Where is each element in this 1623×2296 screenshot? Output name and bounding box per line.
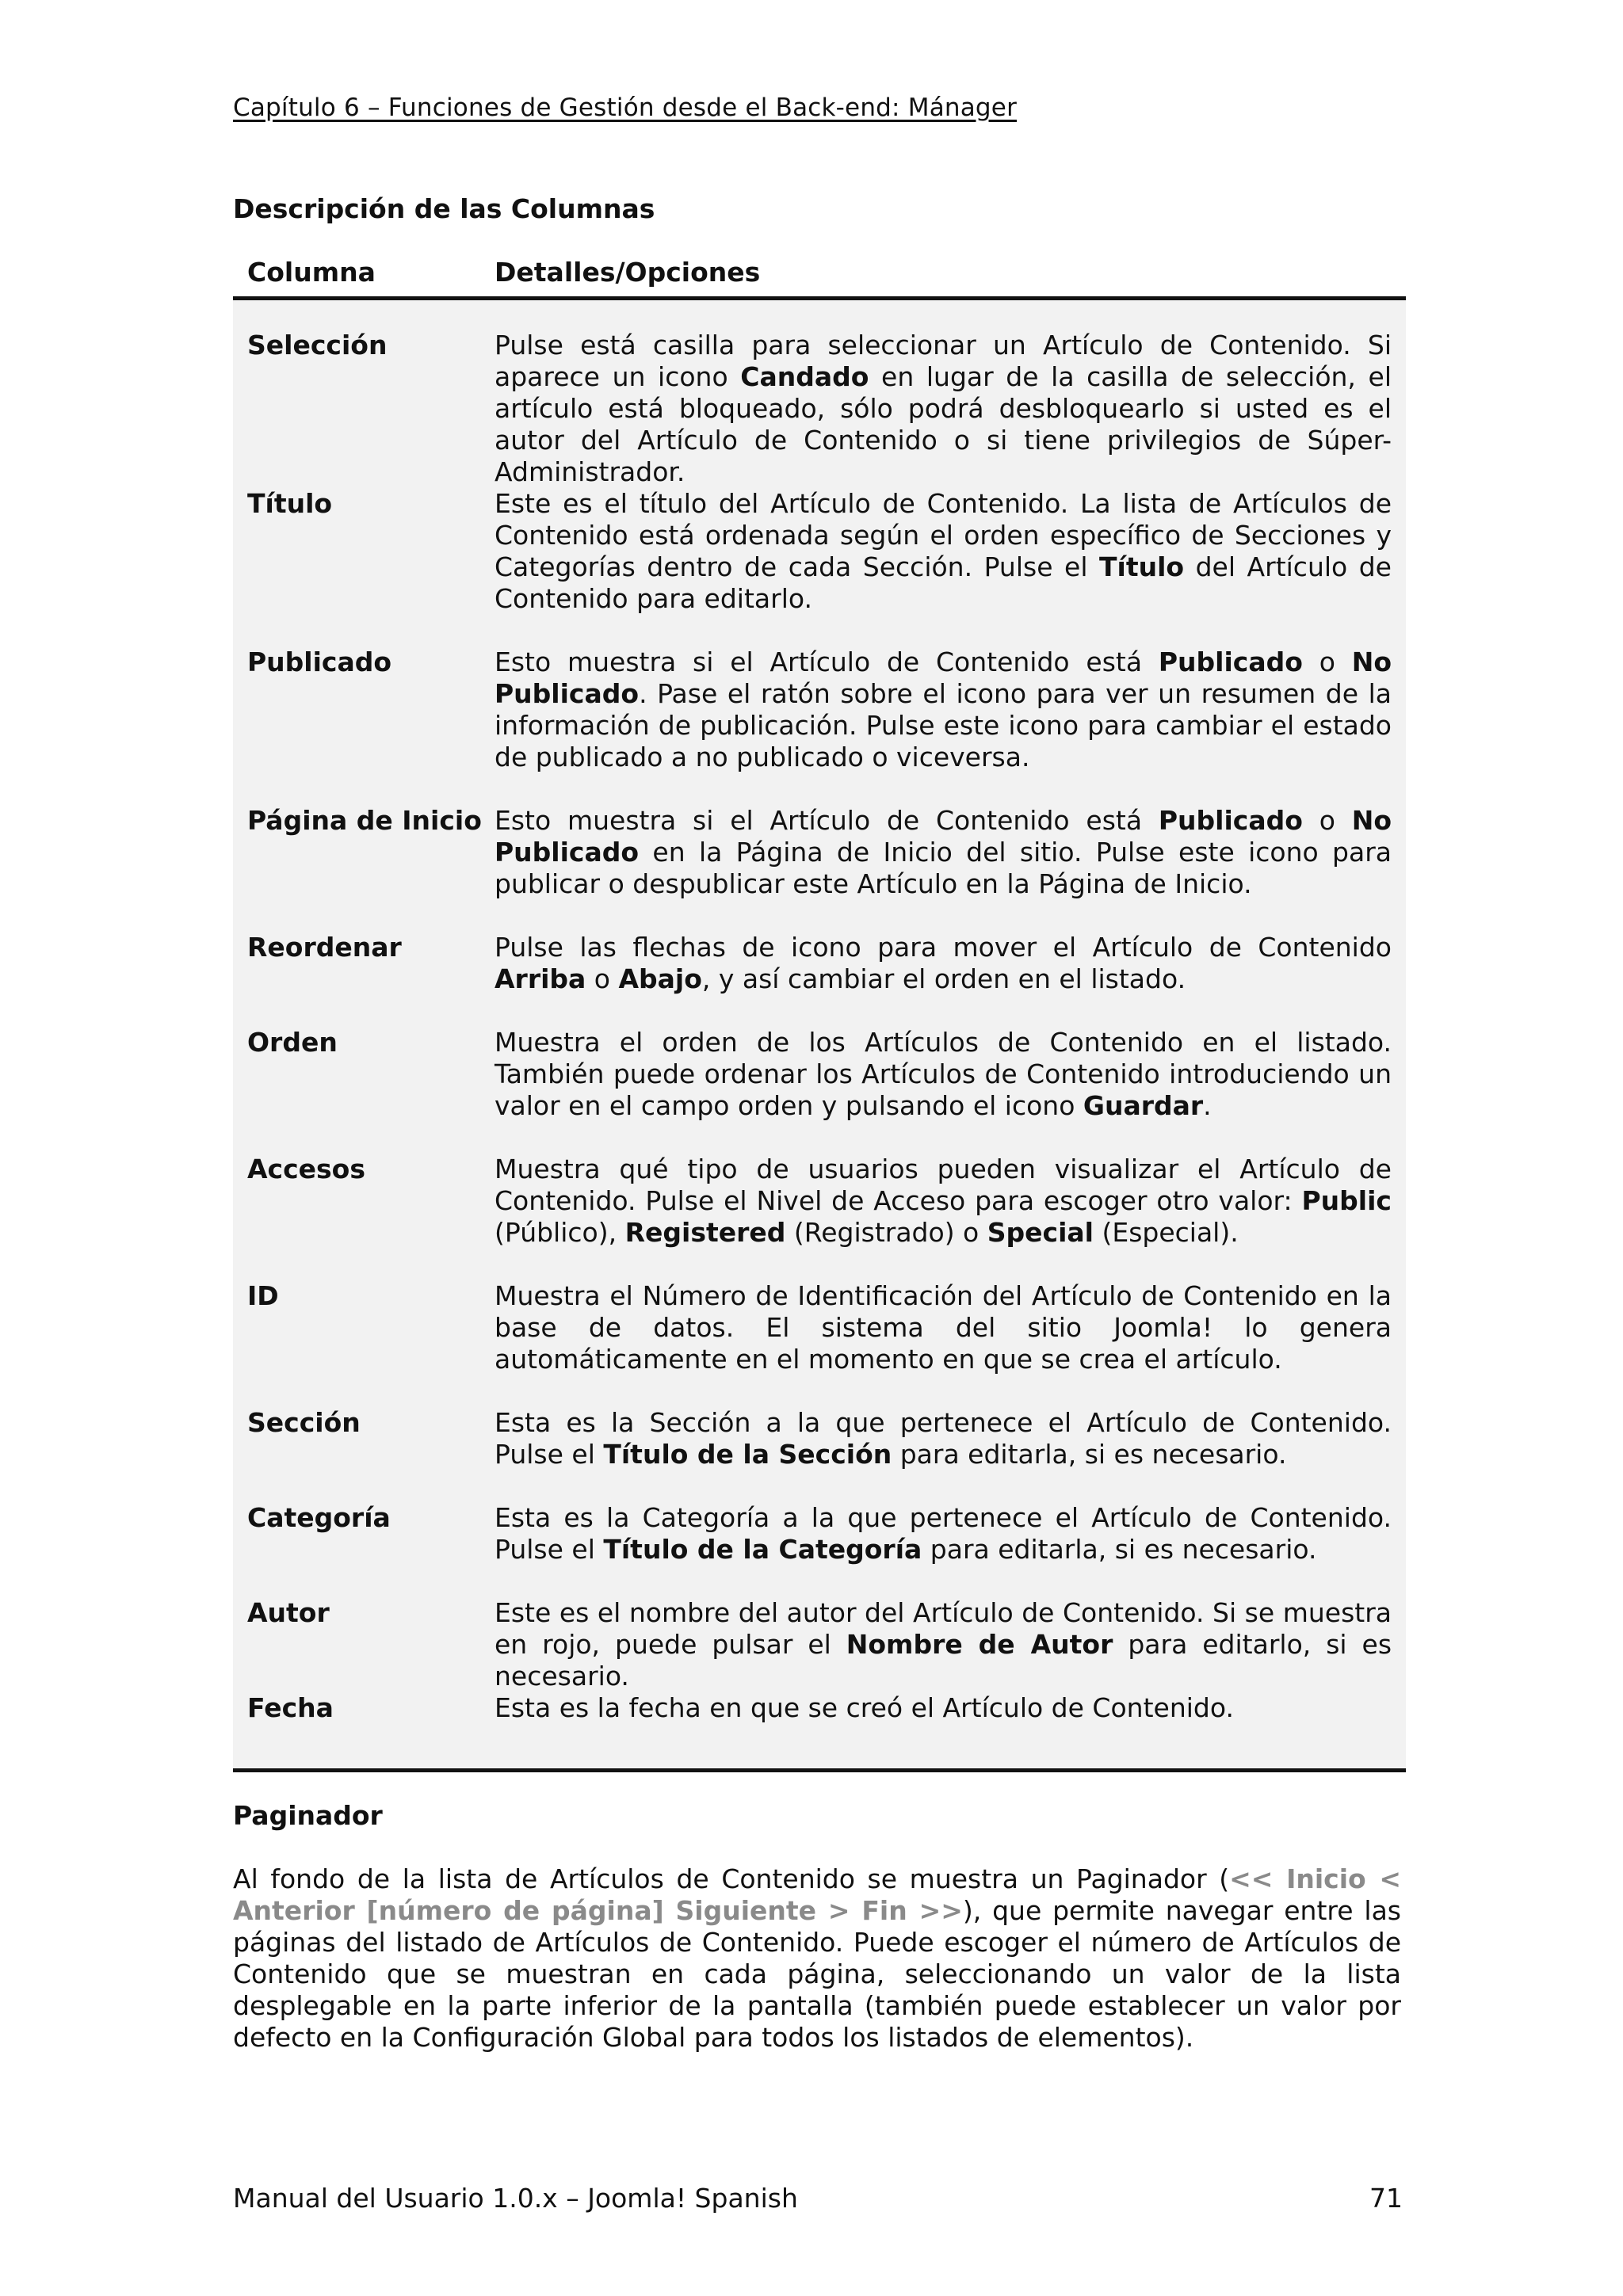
- row-description: Esta es la Sección a la que pertenece el Artículo de Contenido. Pulse el Título de la Sección para editarla, si es necesario.: [495, 1407, 1392, 1470]
- chapter-header: Capítulo 6 – Funciones de Gestión desde el Back-end: Mánager: [233, 93, 1018, 122]
- bold-term: Registered: [624, 1217, 786, 1248]
- bold-term: Candado: [740, 361, 869, 392]
- bold-term: Guardar: [1083, 1090, 1204, 1121]
- row-term: Orden: [247, 1027, 338, 1058]
- columns-table-body: [233, 300, 1406, 1772]
- column-header-details: Detalles/Opciones: [495, 257, 761, 288]
- bold-term: Abajo: [618, 963, 702, 994]
- paginator-controls-text: << Inicio < Anterior [número de página] Siguiente > Fin >>: [233, 1863, 1401, 1926]
- bold-term: No Publicado: [495, 646, 1392, 709]
- row-description: Esto muestra si el Artículo de Contenido está Publicado o No Publicado. Pase el ratón sobre el icono para ver un resumen de la información de publicación. Pulse este icono para cambiar el estado de publicado a no publicado o viceversa.: [495, 646, 1392, 772]
- row-term: Categoría: [247, 1502, 391, 1533]
- row-term: Fecha: [247, 1692, 334, 1723]
- row-description: Esta es la fecha en que se creó el Artículo de Contenido.: [495, 1692, 1234, 1723]
- bold-term: Nombre de Autor: [846, 1629, 1113, 1660]
- row-description: Muestra el orden de los Artículos de Contenido en el listado. También puede ordenar los Artículos de Contenido introduciendo un valor en el campo orden y pulsando el icono Guardar.: [495, 1027, 1392, 1121]
- row-term: Sección: [247, 1407, 361, 1438]
- page-number: 71: [1369, 2183, 1403, 2214]
- row-term: Título: [247, 488, 333, 519]
- bold-term: Título de la Categoría: [603, 1534, 922, 1565]
- column-header-column: Columna: [247, 257, 376, 288]
- row-term: Accesos: [247, 1154, 365, 1184]
- section-title-paginator: Paginador: [233, 1800, 383, 1831]
- bold-term: No Publicado: [495, 805, 1392, 868]
- row-description: Pulse está casilla para seleccionar un Artículo de Contenido. Si aparece un icono Candado en lugar de la casilla de selección, el artículo está bloqueado, sólo podrá desbloquearlo si usted es el autor del Artículo de Contenido o si tiene privilegios de Súper-Administrador.: [495, 330, 1392, 487]
- row-description: Esto muestra si el Artículo de Contenido está Publicado o No Publicado en la Página de Inicio del sitio. Pulse este icono para publicar o despublicar este Artículo en la Página de Inicio.: [495, 805, 1392, 899]
- row-description: Este es el nombre del autor del Artículo de Contenido. Si se muestra en rojo, puede pulsar el Nombre de Autor para editarlo, si es necesario.: [495, 1597, 1392, 1691]
- bold-term: Publicado: [1158, 805, 1303, 836]
- bold-term: Publicado: [1158, 646, 1303, 677]
- row-term: Reordenar: [247, 932, 402, 963]
- row-description: Pulse las flechas de icono para mover el Artículo de Contenido Arriba o Abajo, y así cambiar el orden en el listado.: [495, 932, 1392, 994]
- bold-term: Public: [1301, 1185, 1392, 1216]
- row-term: Publicado: [247, 646, 392, 677]
- row-description: Este es el título del Artículo de Contenido. La lista de Artículos de Contenido está ordenada según el orden específico de Secciones y Categorías dentro de cada Sección. Pulse el Título del Artículo de Contenido para editarlo.: [495, 488, 1392, 614]
- bold-term: Título de la Sección: [603, 1439, 892, 1470]
- paginator-paragraph: Al fondo de la lista de Artículos de Contenido se muestra un Paginador (<< Inicio < Anterior [número de página] Siguiente > Fin >>), que permite navegar entre las páginas del listado de Artículos de Contenido. Puede escoger el número de Artículos de Contenido que se muestran en cada página, seleccionando un valor de la lista desplegable en la parte inferior de la pantalla (también puede establecer un valor por defecto en la Configuración Global para todos los listados de elementos).: [233, 1863, 1401, 2053]
- footer-manual-title: Manual del Usuario 1.0.x – Joomla! Spanish: [233, 2183, 798, 2214]
- bold-term: Arriba: [495, 963, 586, 994]
- table-header: [233, 252, 1406, 300]
- row-term: Autor: [247, 1597, 330, 1628]
- bold-term: Special: [987, 1217, 1094, 1248]
- row-description: Esta es la Categoría a la que pertenece el Artículo de Contenido. Pulse el Título de la Categoría para editarla, si es necesario.: [495, 1502, 1392, 1565]
- row-term: ID: [247, 1280, 279, 1311]
- row-term: Página de Inicio: [247, 805, 482, 836]
- row-description: Muestra qué tipo de usuarios pueden visualizar el Artículo de Contenido. Pulse el Nivel de Acceso para escoger otro valor: Public (Público), Registered (Registrado) o Special (Especial).: [495, 1154, 1392, 1248]
- section-title-columns: Descripción de las Columnas: [233, 193, 655, 224]
- row-term: Selección: [247, 330, 388, 360]
- bold-term: Título: [1099, 551, 1185, 582]
- row-description: Muestra el Número de Identificación del Artículo de Contenido en la base de datos. El sistema del sitio Joomla! lo genera automáticamente en el momento en que se crea el artículo.: [495, 1280, 1392, 1375]
